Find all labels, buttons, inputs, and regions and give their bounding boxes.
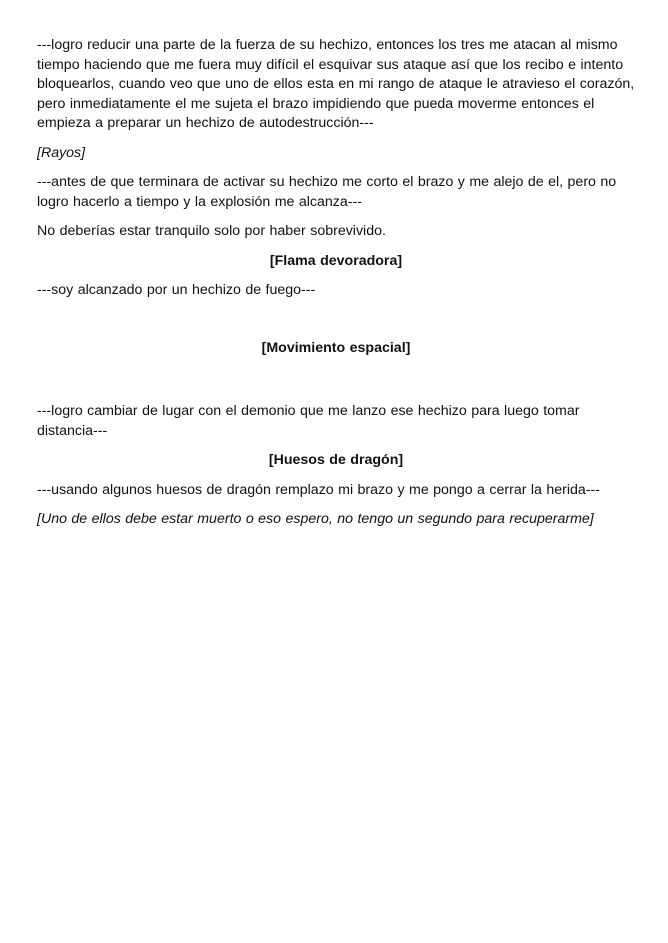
narration-paragraph-1: ---logro reducir una parte de la fuerza de su hechizo, entonces los tres me atacan al mismo tiempo haciendo que me fuera muy difícil el esquivar sus ataque así que los recibo e intento bloquearlos, cuando veo que uno de ellos esta en mi rango de ataque le atravieso el corazón, pero inmediatamente el me sujeta el brazo impidiendo que pueda moverme entonces el empieza a preparar un hechizo de autodestrucción--- (37, 37, 635, 131)
skill-heading-movimiento-espacial: [Movimiento espacial] (261, 339, 411, 356)
dialogue-line: No deberías estar tranquilo solo por haber sobrevivido. (37, 223, 386, 239)
narration-paragraph-2: ---antes de que terminara de activar su hechizo me corto el brazo y me alejo de el, pero no logro hacerlo a tiempo y la explosión me alcanza--- (37, 174, 617, 210)
narration-paragraph-3: ---soy alcanzado por un hechizo de fuego--- (37, 282, 316, 298)
document-body (37, 36, 635, 540)
narration-paragraph-4: ---logro cambiar de lugar con el demonio que me lanzo ese hechizo para luego tomar distancia--- (37, 403, 580, 439)
skill-heading-huesos-de-dragon: [Huesos de dragón] (268, 452, 404, 468)
skill-heading-flama-devoradora: [Flama devoradora] (269, 252, 403, 269)
thought-rayos: [Rayos] (37, 144, 86, 161)
narration-paragraph-5: ---usando algunos huesos de dragón remplazo mi brazo y me pongo a cerrar la herida--- (37, 481, 600, 498)
thought-final: [Uno de ellos debe estar muerto o eso espero, no tengo un segundo para recuperarme] (37, 511, 594, 527)
